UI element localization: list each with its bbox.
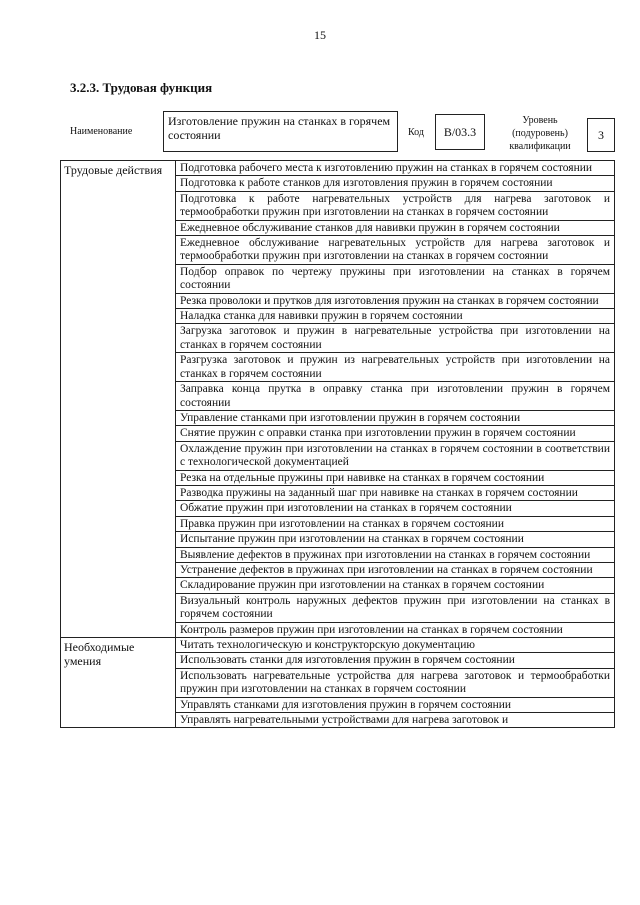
table-cell-item: Использовать нагревательные устройства для нагрева заготовок и термообработки пружин при изготовлении на станках в горячем состоянии [176,668,615,697]
table-cell-item: Подготовка рабочего места к изготовлению пружин на станках в горячем состоянии [176,161,615,176]
table-cell-item: Управлять нагревательными устройствами для нагрева заготовок и [176,713,615,728]
code-label: Код [408,127,424,138]
table-cell-item: Управлять станками для изготовления пружин в горячем состоянии [176,697,615,712]
section-category-label: Необходимые умения [61,638,176,728]
table-cell-item: Правка пружин при изготовлении на станках в горячем состоянии [176,516,615,531]
table-cell-item: Складирование пружин при изготовлении на станках в горячем состоянии [176,578,615,593]
table-cell-item: Подготовка к работе нагревательных устройств для нагрева заготовок и термообработки пружин при изготовлении на станках в горячем состоянии [176,191,615,220]
table-cell-item: Управление станками при изготовлении пружин в горячем состоянии [176,410,615,425]
table-cell-item: Читать технологическую и конструкторскую документацию [176,638,615,653]
table-cell-item: Устранение дефектов в пружинах при изготовлении на станках в горячем состоянии [176,562,615,577]
table-cell-item: Обжатие пружин при изготовлении на станках в горячем состоянии [176,501,615,516]
table-cell-item: Визуальный контроль наружных дефектов пружин при изготовлении на станках в горячем состоянии [176,593,615,622]
table-cell-item: Заправка конца прутка в оправку станка при изготовлении пружин в горячем состоянии [176,382,615,411]
table-cell-item: Наладка станка для навивки пружин в горячем состоянии [176,309,615,324]
table-row [61,161,615,176]
section-title: 3.2.3. Трудовая функция [70,80,213,95]
table-cell-item: Ежедневное обслуживание нагревательных устройств для нагрева заготовок и термообработки пружин при изготовлении на станках в горячем состоянии [176,236,615,265]
table-cell-item: Испытание пружин при изготовлении на станках в горячем состоянии [176,532,615,547]
function-name-box: Изготовление пружин на станках в горячем состоянии [163,111,398,152]
table-cell-item: Разводка пружины на заданный шаг при навивке на станках в горячем состоянии [176,485,615,500]
table-cell-item: Подбор оправок по чертежу пружины при изготовлении на станках в горячем состоянии [176,264,615,293]
function-table-body [61,161,615,728]
qualification-level-box: 3 [587,118,615,152]
table-cell-item: Загрузка заготовок и пружин в нагревательные устройства при изготовлении на станках в горячем состоянии [176,324,615,353]
table-cell-item: Подготовка к работе станков для изготовления пружин в горячем состоянии [176,176,615,191]
function-table [60,160,615,728]
level-label [500,114,580,153]
table-cell-item: Резка на отдельные пружины при навивке на станках в горячем состоянии [176,470,615,485]
table-cell-item: Резка проволоки и прутков для изготовления пружин на станках в горячем состоянии [176,293,615,308]
function-code-box: B/03.3 [435,114,485,150]
level-label-line3: квалификации [509,141,571,152]
table-cell-item: Выявление дефектов в пружинах при изготовлении на станках в горячем состоянии [176,547,615,562]
table-row [61,638,615,653]
table-cell-item: Контроль размеров пружин при изготовлении на станках в горячем состоянии [176,622,615,637]
section-category-label: Трудовые действия [61,161,176,638]
name-label: Наименование [70,126,133,137]
table-cell-item: Использовать станки для изготовления пружин в горячем состоянии [176,653,615,668]
table-cell-item: Ежедневное обслуживание станков для навивки пружин в горячем состоянии [176,220,615,235]
level-label-line2: (подуровень) [512,128,568,139]
level-label-line1: Уровень [522,115,558,126]
page-number: 15 [314,28,326,42]
table-cell-item: Охлаждение пружин при изготовлении на станках в горячем состоянии в соответствии с технологической документацией [176,441,615,470]
table-cell-item: Разгрузка заготовок и пружин из нагревательных устройств при изготовлении на станках в горячем состоянии [176,353,615,382]
table-cell-item: Снятие пружин с оправки станка при изготовлении пружин в горячем состоянии [176,426,615,441]
